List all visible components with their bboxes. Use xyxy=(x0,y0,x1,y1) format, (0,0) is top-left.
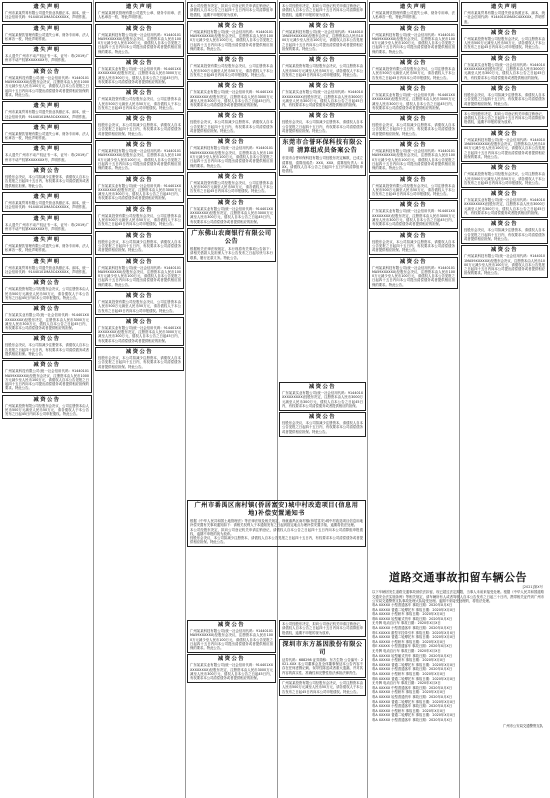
notice-body: 广州某某科技有限公司(统一社会信用代码：91440101MA59XXXXXX)经股东会决议，注册资本由人民币1000万元减少至人民币100万元，请债权人自本公告见报之日起四十五日内向本公司提出清偿债务或者提供相应担保的要求。特此公告。 xyxy=(372,265,455,287)
notice-body: 广东某某实业有限公司(统一社会信用代码：914401XXXXXXXXXX)经股东决定，注册资本由人民币3000万元减至人民币300万元，债权人自本公告之日起45日内，有权要求本公司清偿债务或者提供相应的担保。 xyxy=(464,62,545,80)
notice-body: 广东某某实业有限公司(统一社会信用代码：914401XXXXXXXXXX)经股东决定，注册资本由人民币3000万元减至人民币300万元，债权人自本公告之日起45日内，有权要求本公司清偿债务或者提供相应的担保。 xyxy=(464,198,545,216)
notice-body: 广州市某某贸易有限公司遗失营业执照正本、副本，统一社会信用代码：91440101MA5C4XXXXX，声明作废。 xyxy=(5,110,89,119)
notice-body: 广州某某餐饮管理有限公司遗失公章、财务专用章、法人私章各一枚，特此声明作废。 xyxy=(372,11,455,20)
notice xyxy=(2,166,92,190)
vehicle-row: 粤A XXXXX 小型普通客车 事故日期：2020年X月X日 xyxy=(372,626,453,631)
notice-title: 遗失声明 xyxy=(33,103,61,110)
notice-body: 广州某某餐饮管理有限公司遗失公章、财务专用章、法人私章各一枚，特此声明作废。 xyxy=(98,11,181,20)
notice-title: 减资公告 xyxy=(308,57,337,64)
notice-title: 遗失声明 xyxy=(33,258,61,265)
traffic-notice-signature: 广州市公安局交通警察支队 xyxy=(502,723,543,728)
vehicle-row: 粤A XXXXX 中型普通客车 事故日期：2020年X月X日 xyxy=(372,685,453,690)
notice-body: 本公司经股东决定，拟向公司登记机关申请注销登记，请债权人自本公告之日起四十五日内向本公司清算组申报债权，逾期不申报的视为放弃。 xyxy=(464,111,545,125)
notice xyxy=(187,172,276,196)
notice-body: 广州某某科技有限公司(统一社会信用代码：91440101MA59XXXXXX)经股东会决议，注册资本由人民币1000万元减少至人民币100万元，请债权人自本公告见报之日起四十五日内向本公司提出清偿债务或者提供相应担保的要求。特此公告。 xyxy=(190,29,273,52)
vehicle-row: 粤A XXXXX 普通二轮摩托车 事故日期：2020年X月X日 xyxy=(372,713,456,718)
notice xyxy=(461,54,548,83)
notice-title: 遗失声明 xyxy=(33,25,61,32)
notice xyxy=(369,58,458,82)
notice-title: 广东佛山农商银行有限公司公告 xyxy=(191,229,272,245)
notice-title: 遗失声明 xyxy=(33,237,61,244)
notice-title: 遗失声明 xyxy=(33,4,61,10)
notice-body: 经股东会决议，本公司拟减少注册资本，请债权人自本公告见报之日起四十五日内，有权要求本公司清偿债务或者提供相应担保。特此公告。 xyxy=(282,120,363,134)
notice xyxy=(369,257,458,290)
notice-body: 根据相关法律法规规定，本行现将有关事项公告如下：请相关借款人及担保人于本公告发布之日起尽快与本行联系，履行还款义务。特此公告。 xyxy=(190,246,273,260)
notice xyxy=(187,620,276,653)
notice-body: 本公司经股东决定，拟向公司登记机关申请注销登记，请债权人自本公告之日起四十五日内向本公司清算组申报债权，逾期不申报的视为放弃。 xyxy=(282,622,363,635)
traffic-accident-notice xyxy=(369,571,547,796)
notice-title: 减资公告 xyxy=(33,362,61,369)
vehicle-row: 粤B XXXXX 普通二轮摩托车 事故日期：2020年X月X日 xyxy=(372,676,456,681)
notice-body: 广东某某实业有限公司(统一社会信用代码：914401XXXXXXXXXX)经股东决定，注册资本由人民币3000万元减至人民币300万元，债权人自本公告之日起45日内，有权要求本公司清偿债务或者提供相应的担保。 xyxy=(282,90,363,108)
notice-title: 减资公告 xyxy=(399,202,428,209)
notice xyxy=(279,111,366,135)
notice-title: 减资公告 xyxy=(33,68,61,75)
vehicle-row: 粤A XXXXX 小型普通客车 事故日期：2020年X月X日 xyxy=(372,667,453,672)
notice-title: 减资公告 xyxy=(125,292,154,299)
notice-body: 经股东会决议，本公司拟减少注册资本，请债权人自本公告见报之日起四十五日内，有权要求本公司清偿债务或者提供相应担保。特此公告。 xyxy=(98,356,181,369)
notice xyxy=(187,198,276,227)
notice-body: 经股东会决议，本公司拟减少注册资本，请债权人自本公告见报之日起四十五日内，有权要求本公司清偿债务或者提供相应担保。特此公告。 xyxy=(190,536,363,545)
notice-title: 减资公告 xyxy=(125,60,154,67)
notice xyxy=(279,620,366,637)
notice-body: 广州某某投资有限公司经股东会决议，公司注册资本由人民币500万元减至人民币50万元，请各债权人于本公告发布之日起45日内向本公司申报债权。特此公告。 xyxy=(372,183,455,197)
notice-body: 广州市某某贸易有限公司遗失营业执照正本、副本，统一社会信用代码：91440101MA5C4XXXXX，声明作废。 xyxy=(5,11,89,20)
vehicle-row: 粤A XXXXX 小型轿车 事故日期：2020年X月X日 xyxy=(372,639,446,644)
notice-body: 广州某某餐饮管理有限公司遗失公章、财务专用章、法人私章各一枚，特此声明作废。 xyxy=(5,32,89,41)
notice-title: 减资公告 xyxy=(217,83,246,90)
notice-title: 减资公告 xyxy=(125,349,154,356)
notice-body: 经股东会决议，本公司拟减少注册资本，请债权人自本公告见报之日起四十五日内，有权要求本公司清偿债务或者提供相应担保。特此公告。 xyxy=(372,239,455,253)
vehicle-row: 粤A XXXXX 轻型厢式货车 事故日期：2020年X月X日 xyxy=(372,653,453,658)
vehicle-row: 粤A XXXXX 小型轿车 事故日期：2020年X月X日 xyxy=(372,708,446,713)
notice-body: 广州某某投资有限公司经股东会决议，公司注册资本由人民币500万元减至人民币50万元，请各债权人于本公告发布之日起45日内向本公司申报债权。特此公告。 xyxy=(464,172,545,185)
vehicle-row: 无号牌 电动自行车 事故日期：2020年X月X日 xyxy=(372,681,441,686)
notice-body: 经股东会决议，本公司拟减少注册资本，请债权人自本公告见报之日起四十五日内，有权要求本公司清偿债务或者提供相应担保。特此公告。 xyxy=(190,120,273,134)
notice xyxy=(2,2,92,22)
notice-title: 减资公告 xyxy=(308,113,337,120)
column-3 xyxy=(187,2,276,522)
notice xyxy=(187,500,366,547)
notice-title: 减资公告 xyxy=(33,168,61,175)
notice-title: 减资公告 xyxy=(399,142,428,149)
notice-title: 减资公告 xyxy=(308,22,337,29)
notice xyxy=(461,129,548,162)
column-rule xyxy=(185,0,186,798)
notice-title: 减资公告 xyxy=(33,336,61,343)
notice-body: 本公司经股东决定，拟向公司登记机关申请注销登记，请债权人自本公告之日起四十五日内向本公司清算组申报债权，逾期不申报的视为放弃。 xyxy=(282,4,363,17)
notice-body: 广东某某实业有限公司(统一社会信用代码：914401XXXXXXXXXX)经股东决定，注册资本由人民币3000万元减至人民币300万元，债权人自本公告之日起45日内，有权要求本公司清偿债务或者提供相应的担保。 xyxy=(282,391,363,408)
notice-body: 广东某某实业有限公司(统一社会信用代码：914401XXXXXXXXXX)经股东决定，注册资本由人民币3000万元减至人民币300万元，债权人自本公告之日起45日内，有权要求本公司清偿债务或者提供相应的担保。 xyxy=(372,209,455,227)
notice-title: 减资公告 xyxy=(490,191,519,198)
notice-body: 经股东会决议，本公司拟减少注册资本，请债权人自本公告见报之日起四十五日内，有权要求本公司清偿债务或者提供相应担保。特此公告。 xyxy=(464,228,545,241)
notice-title: 减资公告 xyxy=(399,232,428,239)
notice-body: 广州市某某贸易有限公司遗失营业执照正本、副本，统一社会信用代码：91440101MA5C4XXXXX，声明作废。 xyxy=(5,200,89,210)
notice-body: 本人遗失广州市不动产权证书一本，证号：粤(2019)广州市不动产权第XXXXXXX号，声明作废。 xyxy=(5,153,89,162)
notice-title: 减资公告 xyxy=(490,165,519,172)
notice xyxy=(279,679,366,696)
notice-body: 广东某某实业有限公司(统一社会信用代码：914401XXXXXXXXXX)经股东决定，注册资本由人民币3000万元减至人民币300万元，债权人自本公告之日起45日内，有权要求本公司清偿债务或者提供相应的担保。 xyxy=(190,90,273,108)
column-3-lower xyxy=(187,620,276,796)
notice-body: 广州某某科技有限公司(统一社会信用代码：91440101MA59XXXXXX)经股东会决议，注册资本由人民币1000万元减少至人民币100万元，请债权人自本公告见报之日起四十五日内向本公司提出清偿债务或者提供相应担保的要求。特此公告。 xyxy=(372,149,455,171)
notice xyxy=(279,55,366,79)
notice-title: 减资公告 xyxy=(490,221,519,228)
column-4 xyxy=(279,2,366,382)
column-1 xyxy=(2,2,92,796)
notice-body: 证券代码：688298 证券简称：东方生物 公告编号：2021-XXX 本公司董事会及全体董事保证本公告内容不存在任何虚假记载、误导性陈述或者重大遗漏，并对其内容的真实性、准确性和完整性依法承担法律责任。 xyxy=(282,657,363,675)
notice xyxy=(2,257,92,277)
notice-title: 减资公告 xyxy=(125,176,154,183)
notice-title: 广州市番禺区南村镇(侨居富安)城中村改造项目(信息用地)补偿安置通知书 xyxy=(194,502,359,517)
notice-title: 减资公告 xyxy=(308,384,337,390)
notice-title: 减资公告 xyxy=(217,656,246,663)
notice-title: 遗失声明 xyxy=(33,215,61,222)
notice xyxy=(187,228,276,262)
notice xyxy=(2,360,92,393)
notice-title: 减资公告 xyxy=(217,57,246,64)
traffic-notice-number: [2021]第X号 xyxy=(522,585,543,589)
notice xyxy=(187,137,276,170)
notice-title: 减资公告 xyxy=(490,29,519,36)
column-rule xyxy=(367,0,368,798)
notice xyxy=(279,137,366,176)
notice-body: 广州某某投资有限公司经股东会决议，公司注册资本由人民币500万元减至人民币50万元，请各债权人于本公告发布之日起45日内向本公司申报债权。特此公告。 xyxy=(5,403,89,417)
notice-body: 广州某某科技有限公司(统一社会信用代码：91440101MA59XXXXXX)经股东会决议，注册资本由人民币1000万元减少至人民币100万元，请债权人自本公告见报之日起四十五日内向本公司提出清偿债务或者提供相应担保的要求。特此公告。 xyxy=(5,369,89,391)
notice-title: 减资公告 xyxy=(399,60,428,67)
notice xyxy=(2,101,92,121)
notice xyxy=(95,114,184,138)
notice xyxy=(369,140,458,173)
column-5 xyxy=(369,2,458,568)
vehicle-row: 无号牌 电动自行车 事故日期：2020年X月X日 xyxy=(372,621,441,626)
notice xyxy=(95,88,184,112)
notice-title: 东莞市合誉环保科技有限公司 清算组成员备案公告 xyxy=(282,139,363,155)
vehicle-row: 粤A XXXXX 小型轿车 事故日期：2020年X月X日 xyxy=(372,658,446,663)
notice-title: 减资公告 xyxy=(217,139,246,146)
notice-title: 遗失声明 xyxy=(33,124,61,131)
notice-title: 减资公告 xyxy=(308,83,337,90)
notice-title: 减资公告 xyxy=(125,318,154,325)
notice-body: 广东某某实业有限公司(统一社会信用代码：914401XXXXXXXXXX)经股东决定，注册资本由人民币3000万元减至人民币300万元，债权人自本公告之日起45日内，有权要求本公司清偿债务或者提供相应的担保。 xyxy=(98,67,181,84)
notice xyxy=(95,231,184,255)
notice xyxy=(95,291,184,315)
notice xyxy=(461,245,548,278)
notice xyxy=(95,205,184,229)
notice xyxy=(187,654,276,683)
notice-body: 广州某某科技有限公司(统一社会信用代码：91440101MA59XXXXXX)经股东会决议，注册资本由人民币1000万元减少至人民币100万元，请债权人自本公告见报之日起四十五日内向本公司提出清偿债务或者提供相应担保的要求。特此公告。 xyxy=(98,149,181,171)
notice xyxy=(279,21,366,54)
traffic-notice-intro: 以下车辆因发生道路交通事故被依法扣留，现已超过法定期限，当事人未前来接受处理。根据《中华人民共和国道路交通安全法实施条例》等相关规定，请车辆所有人或者驾驶人自本公告发布之日起三十日内，携带相关证件到广州市公安局交通警察支队事故处理大队接受处理。逾期不来接受处理的，将依法处理。 xyxy=(372,590,544,603)
notice xyxy=(187,81,276,110)
notice-body: 广州某某科技有限公司(统一社会信用代码：91440101MA59XXXXXX)经股东会决议，注册资本由人民币1000万元减少至人民币100万元，请债权人自本公告见报之日起四十五日内向本公司提出清偿债务或者提供相应担保的要求。特此公告。 xyxy=(464,254,546,276)
notice xyxy=(369,175,458,199)
vehicle-row: 粤A XXXXX 普通二轮摩托车 事故日期：2020年X月X日 xyxy=(372,662,456,667)
notice-body: 广州某某科技有限公司(统一社会信用代码：91440101MA59XXXXXX)经股东会决议，注册资本由人民币1000万元减少至人民币100万元，请债权人自本公告见报之日起四十五日内向本公司提出清偿债务或者提供相应担保的要求。特此公告。 xyxy=(5,75,89,97)
column-rule xyxy=(277,0,278,798)
notice-body: 经股东会决议，本公司拟减少注册资本，请债权人自本公告见报之日起四十五日内，有权要求本公司清偿债务或者提供相应担保。特此公告。 xyxy=(5,343,89,356)
notice-title: 减资公告 xyxy=(125,116,154,123)
notice xyxy=(461,189,548,218)
notice-body: 广州某某投资有限公司经股东会决议，公司注册资本由人民币500万元减至人民币50万元，请各债权人于本公告发布之日起45日内向本公司申报债权。特此公告。 xyxy=(372,67,455,80)
notice-title: 减资公告 xyxy=(490,55,519,62)
notice-title: 减资公告 xyxy=(125,258,154,265)
notice xyxy=(95,257,184,290)
notice-body: 经股东会决议，本公司拟减少注册资本，请债权人自本公告见报之日起四十五日内，有权要求本公司清偿债务或者提供相应担保。特此公告。 xyxy=(98,239,181,253)
notice xyxy=(95,24,184,57)
notice-body: 经股东会决议，本公司拟减少注册资本，请债权人自本公告见报之日起四十五日内，有权要求本公司清偿债务或者提供相应担保。特此公告。 xyxy=(372,123,455,136)
notice xyxy=(279,382,366,411)
notice xyxy=(95,58,184,87)
notice xyxy=(279,2,366,19)
notice-body: 广东某某实业有限公司(统一社会信用代码：914401XXXXXXXXXX)经股东决定，注册资本由人民币3000万元减至人民币300万元，债权人自本公告之日起45日内，有权要求本公司清偿债务或者提供相应的担保。 xyxy=(190,663,273,681)
notice-title: 遗失声明 xyxy=(33,47,61,54)
notice-title: 减资公告 xyxy=(399,176,428,183)
notice xyxy=(2,235,92,255)
notice-title: 遗失声明 xyxy=(490,4,519,10)
notice xyxy=(95,2,184,22)
vehicle-row: 粤A XXXXX 小型轿车 事故日期：2020年X月X日 xyxy=(372,672,446,676)
notice-body: 经股东会决议，本公司拟减少注册资本，请债权人自本公告见报之日起四十五日内，有权要求本公司清偿债务或者提供相应担保。特此公告。 xyxy=(282,421,363,434)
notice-body: 广东某某实业有限公司(统一社会信用代码：914401XXXXXXXXXX)经股东决定，注册资本由人民币3000万元减至人民币300万元，债权人自本公告之日起45日内，有权要求本公司清偿债务或者提供相应的担保。 xyxy=(5,313,89,331)
notice xyxy=(369,84,458,113)
notice-title: 遗失声明 xyxy=(33,146,61,153)
notice-title: 遗失声明 xyxy=(125,4,154,10)
vehicle-row: 粤A XXXXX 小型普通客车 事故日期：2020年X月X日 xyxy=(372,704,453,709)
notice-body: 广东某某实业有限公司(统一社会信用代码：914401XXXXXXXXXX)经股东决定，注册资本由人民币3000万元减至人民币300万元，债权人自本公告之日起45日内，有权要求本公司清偿债务或者提供相应的担保。 xyxy=(372,92,455,110)
notice-body: 广州某某投资有限公司经股东会决议，公司注册资本由人民币500万元减至人民币50万元，请各债权人于本公告发布之日起45日内向本公司申报债权。特此公告。 xyxy=(98,299,181,313)
notice-body: 广州某某科技有限公司(统一社会信用代码：91440101MA59XXXXXX)经股东会决议，注册资本由人民币1000万元减少至人民币100万元，请债权人自本公告见报之日起四十五日内向本公司提出清偿债务或者提供相应担保的要求。特此公告。 xyxy=(190,146,273,168)
notice xyxy=(2,67,92,100)
vehicle-row: 粤A XXXXX 轻型普通货车 事故日期：2020年X月X日 xyxy=(372,694,453,699)
notice xyxy=(95,140,184,173)
notice-body: 本人遗失广州市不动产权证书一本，证号：粤(2019)广州市不动产权第XXXXXXX号，声明作废。 xyxy=(5,222,89,231)
notice-title: 减资公告 xyxy=(217,173,246,180)
notice-title: 减资公告 xyxy=(125,206,154,213)
notice-body: 广州某某餐饮管理有限公司遗失公章、财务专用章、法人私章各一枚，特此声明作废。 xyxy=(5,244,89,253)
vehicle-row: 粤A XXXXX 小型轿车 事故日期：2020年X月X日 xyxy=(372,612,446,617)
notice-body: 广东某某实业有限公司(统一社会信用代码：914401XXXXXXXXXX)经股东决定，注册资本由人民币3000万元减至人民币300万元，债权人自本公告之日起45日内，有权要求本公司清偿债务或者提供相应的担保。 xyxy=(98,183,181,201)
notice xyxy=(279,639,366,678)
notice-title: 减资公告 xyxy=(308,414,337,421)
notice-body: 广州某某投资有限公司经股东会决议，公司注册资本由人民币500万元减至人民币50万元，请各债权人于本公告发布之日起45日内向本公司申报债权。特此公告。 xyxy=(98,97,181,110)
notice xyxy=(2,24,92,44)
vehicle-row: 粤S XXXXX 重型半挂牵引车 事故日期：2020年X月X日 xyxy=(372,630,456,635)
notice xyxy=(2,192,92,212)
notice xyxy=(2,395,92,419)
vehicle-list xyxy=(369,603,547,722)
vehicle-row: 粤A XXXXX 普通二轮摩托车 事故日期：2020年X月X日 xyxy=(372,607,456,612)
notice-title: 遗失声明 xyxy=(399,4,428,10)
notice xyxy=(369,24,458,57)
notice xyxy=(2,304,92,333)
vehicle-row: 无号牌 电动自行车 事故日期：2020年X月X日 xyxy=(372,649,441,654)
notice-title: 减资公告 xyxy=(33,280,61,287)
notice-title: 减资公告 xyxy=(33,306,61,313)
notice-title: 遗失声明 xyxy=(33,193,61,200)
notice-title: 减资公告 xyxy=(125,142,154,149)
notice-body: 广东某某实业有限公司(统一社会信用代码：914401XXXXXXXXXX)经股东决定，注册资本由人民币3000万元减至人民币300万元，债权人自本公告之日起45日内，有权要求本公司清偿债务或者提供相应的担保。 xyxy=(190,206,273,224)
notice-title: 减资公告 xyxy=(490,130,519,137)
notice xyxy=(279,412,366,436)
notice-body: 本人遗失广州市不动产权证书一本，证号：粤(2019)广州市不动产权第XXXXXXX号，声明作废。 xyxy=(5,54,89,63)
column-4-lower xyxy=(279,620,366,796)
notice-body: 广州市某某贸易有限公司遗失营业执照正本、副本，统一社会信用代码：91440101MA5C4XXXXX，声明作废。 xyxy=(464,11,545,24)
notice xyxy=(461,2,548,26)
column-2 xyxy=(95,2,184,796)
notice-body: 本公司经股东决定，拟向公司登记机关申请注销登记，请债权人自本公告之日起四十五日内向本公司清算组申报债权，逾期不申报的视为放弃。 xyxy=(190,527,363,536)
notice-title: 减资公告 xyxy=(217,622,246,628)
column-6 xyxy=(461,2,548,568)
notice xyxy=(369,200,458,229)
notice-body: 广州某某投资有限公司经股东会决议，公司注册资本由人民币500万元减至人民币50万元，请各债权人于本公告发布之日起45日内向本公司申报债权。特此公告。 xyxy=(98,213,181,227)
vehicle-row: 粤B XXXXX 轻型厢式货车 事故日期：2020年X月X日 xyxy=(372,616,453,621)
notice xyxy=(187,111,276,135)
notice xyxy=(369,114,458,138)
notice-title: 减资公告 xyxy=(217,113,246,120)
vehicle-row: 粤A XXXXX 普通二轮摩托车 事故日期：2020年X月X日 xyxy=(372,635,456,640)
notice-body: 广州某某科技有限公司(统一社会信用代码：91440101MA59XXXXXX)经股东会决议，注册资本由人民币1000万元减少至人民币100万元，请债权人自本公告见报之日起四十五日内向本公司提出清偿债务或者提供相应担保的要求。特此公告。 xyxy=(464,137,546,159)
notice-title: 深圳市东方基因股份有限公司 xyxy=(282,640,363,656)
notice xyxy=(95,175,184,204)
notice xyxy=(461,110,548,127)
traffic-notice-title: 道路交通事故扣留车辆公告 xyxy=(389,571,527,584)
notice-title: 减资公告 xyxy=(490,247,519,254)
notice-body: 东莞市合誉环保科技有限公司经股东决定解散，已成立清算组，清算组成员：XXX、XXX，清算组负责人：XXX。请债权人自本公告之日起四十五日内向清算组申报债权。 xyxy=(282,156,363,174)
notice-title: 减资公告 xyxy=(217,22,246,29)
notice-title: 减资公告 xyxy=(125,232,154,239)
notice-body: 广州某某科技有限公司(统一社会信用代码：91440101MA59XXXXXX)经股东会决议，注册资本由人民币1000万元减少至人民币100万元，请债权人自本公告见报之日起四十五日内向本公司提出清偿债务或者提供相应担保的要求。特此公告。 xyxy=(372,32,455,54)
notice-body: 广州某某投资有限公司经股东会决议，公司注册资本由人民币500万元减至人民币50万元，请各债权人于本公告发布之日起45日内向本公司申报债权。特此公告。 xyxy=(190,64,273,77)
notice xyxy=(461,163,548,187)
vehicle-row: 粤A XXXXX 小型普通客车 事故日期：2020年X月X日 xyxy=(372,603,453,608)
notice xyxy=(2,123,92,143)
notice-body: 广州某某投资有限公司经股东会决议，公司注册资本由人民币500万元减至人民币50万元，请各债权人于本公告发布之日起45日内向本公司申报债权。特此公告。 xyxy=(190,180,273,194)
notice-body: 经股东会决议，本公司拟减少注册资本，请债权人自本公告见报之日起四十五日内，有权要求本公司清偿债务或者提供相应担保。特此公告。 xyxy=(98,123,181,136)
notice xyxy=(461,219,548,243)
notice-body: 广州某某科技有限公司(统一社会信用代码：91440101MA59XXXXXX)经股东会决议，注册资本由人民币1000万元减少至人民币100万元，请债权人自本公告见报之日起四十五日内向本公司提出清偿债务或者提供相应担保的要求。特此公告。 xyxy=(98,32,181,54)
notice xyxy=(95,317,184,346)
notice-body: 广州某某投资有限公司经股东会决议，公司注册资本由人民币500万元减至人民币50万元，请各债权人于本公告发布之日起45日内向本公司申报债权。特此公告。 xyxy=(282,681,363,694)
notice-body: 广州某某投资有限公司经股东会决议，公司注册资本由人民币500万元减至人民币50万元，请各债权人于本公告发布之日起45日内向本公司申报债权。特此公告。 xyxy=(282,64,363,77)
notice xyxy=(187,2,276,19)
notice-body: 广州某某科技有限公司(统一社会信用代码：91440101MA59XXXXXX)经股东会决议，注册资本由人民币1000万元减少至人民币100万元，请债权人自本公告见报之日起四十五日内向本公司提出清偿债务或者提供相应担保的要求。特此公告。 xyxy=(98,265,181,287)
notice xyxy=(2,144,92,164)
vehicle-row: 粤E XXXXX 小型普通客车 事故日期：2020年X月X日 xyxy=(372,644,453,649)
notice-title: 减资公告 xyxy=(33,396,61,403)
notice-body: 经股东会决议，本公司拟减少注册资本，请债权人自本公告见报之日起四十五日内，有权要求本公司清偿债务或者提供相应担保。特此公告。 xyxy=(5,175,89,188)
notice-body: 广州某某科技有限公司(统一社会信用代码：91440101MA59XXXXXX)经股东会决议，注册资本由人民币1000万元减少至人民币100万元，请债权人自本公告见报之日起四十五日内向本公司提出清偿债务或者提供相应担保的要求。特此公告。 xyxy=(190,629,273,651)
notice-body: 广州某某餐饮管理有限公司遗失公章、财务专用章、法人私章各一枚，特此声明作废。 xyxy=(5,131,89,141)
notice xyxy=(369,231,458,255)
notice xyxy=(187,55,276,79)
notice-title: 减资公告 xyxy=(217,199,246,206)
notice-body: 广州某某投资有限公司经股东会决议，公司注册资本由人民币500万元减至人民币50万元，请各债权人于本公告发布之日起45日内向本公司申报债权。特此公告。 xyxy=(5,287,89,300)
notice-title: 减资公告 xyxy=(399,258,428,265)
notice-title: 减资公告 xyxy=(399,85,428,92)
notice-body: 经股东会决议，本公司拟减少注册资本，请债权人自本公告见报之日起四十五日内，有权要求本公司清偿债务或者提供相应担保。特此公告。 xyxy=(464,92,545,106)
notice xyxy=(369,2,458,22)
notice xyxy=(2,45,92,65)
vehicle-row: 粤A XXXXX 普通二轮摩托车 事故日期：2020年X月X日 xyxy=(372,699,456,704)
column-rule xyxy=(93,0,94,798)
notice xyxy=(461,84,548,108)
notice-body: 根据《中华人民共和国土地管理法》等法律法规及相关规定，现就番禺区南村镇(侨居富安)城中村改造项目信息用地补偿安置有关事项通知如下：请相关权利人于本通知发布之日起到指定地点办理补偿安置手续，逾期将依法处理。 xyxy=(190,519,363,528)
notice-title: 减资公告 xyxy=(125,90,154,97)
notice-body: 广州某某科技有限公司(统一社会信用代码：91440101MA59XXXXXX)经股东会决议，注册资本由人民币1000万元减少至人民币100万元，请债权人自本公告见报之日起四十五日内向本公司提出清偿债务或者提供相应担保的要求。特此公告。 xyxy=(282,29,364,52)
vehicle-row: 粤A XXXXX 小型普通客车 事故日期：2020年X月X日 xyxy=(372,717,453,722)
notice xyxy=(2,214,92,234)
notice xyxy=(461,28,548,52)
notice xyxy=(279,81,366,110)
notice-title: 减资公告 xyxy=(125,25,154,32)
wide-notice-area xyxy=(187,500,366,618)
notice-body: 广州市某某贸易有限公司遗失营业执照正本、副本，统一社会信用代码：91440101MA5C4XXXXX，声明作废。 xyxy=(5,265,89,275)
notice-body: 本公司经股东决定，拟向公司登记机关申请注销登记，请债权人自本公告之日起四十五日内向本公司清算组申报债权，逾期不申报的视为放弃。 xyxy=(190,4,273,17)
notice xyxy=(2,278,92,302)
vehicle-row: 粤A XXXXX 小型轿车 事故日期：2020年X月X日 xyxy=(372,690,446,695)
notice-body: 广东某某实业有限公司(统一社会信用代码：914401XXXXXXXXXX)经股东决定，注册资本由人民币3000万元减至人民币300万元，债权人自本公告之日起45日内，有权要求本公司清偿债务或者提供相应的担保。 xyxy=(98,325,181,343)
notice xyxy=(187,21,276,54)
notice-body: 广州某某投资有限公司经股东会决议，公司注册资本由人民币500万元减至人民币50万元，请各债权人于本公告发布之日起45日内向本公司申报债权。特此公告。 xyxy=(464,36,545,50)
column-4-middle xyxy=(279,382,366,498)
notice xyxy=(95,347,184,371)
notice-title: 减资公告 xyxy=(490,85,519,92)
notice-title: 减资公告 xyxy=(399,116,428,123)
notice-title: 减资公告 xyxy=(399,25,428,32)
notice xyxy=(2,334,92,358)
